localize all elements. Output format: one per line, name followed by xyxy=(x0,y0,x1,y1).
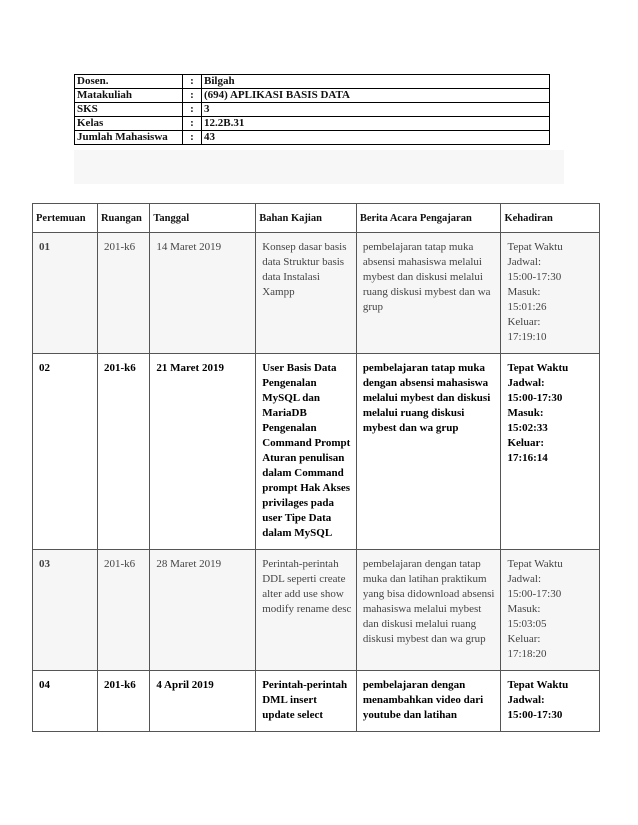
header-kehadiran: Kehadiran xyxy=(501,204,600,233)
cell-berita-acara: pembelajaran tatap muka absensi mahasiswa melalui mybest dan diskusi melalui ruang diskusi mybest dan wa grup xyxy=(356,233,501,354)
cell-pertemuan: 01 xyxy=(33,233,98,354)
cell-berita-acara: pembelajaran dengan tatap muka dan latihan praktikum yang bisa didownload absensi mahasiswa melalui mybest dan diskusi melalui ruang diskusi mybest dan wa grup xyxy=(356,550,501,671)
cell-ruangan: 201-k6 xyxy=(97,550,149,671)
kehadiran-line: 17:18:20 xyxy=(507,648,547,660)
cell-ruangan: 201-k6 xyxy=(97,354,149,550)
cell-bahan-kajian: Perintah-perintah DDL seperti create alter add use show modify rename desc xyxy=(256,550,357,671)
course-info-table xyxy=(74,74,550,145)
info-row-kelas xyxy=(75,117,550,131)
kehadiran-line: Keluar: xyxy=(507,316,541,328)
kehadiran-line: 15:00-17:30 xyxy=(507,392,563,404)
kehadiran-line: Masuk: xyxy=(507,603,541,615)
header-bahan-kajian: Bahan Kajian xyxy=(256,204,357,233)
kehadiran-line: Masuk: xyxy=(507,286,541,298)
cell-pertemuan: 04 xyxy=(33,671,98,732)
cell-bahan-kajian: Konsep dasar basis data Struktur basis data Instalasi Xampp xyxy=(256,233,357,354)
kehadiran-line: 17:19:10 xyxy=(507,331,547,343)
cell-pertemuan: 03 xyxy=(33,550,98,671)
cell-bahan-kajian: Perintah-perintah DML insert update select xyxy=(256,671,357,732)
info-separator: : xyxy=(183,117,202,131)
cell-kehadiran xyxy=(501,550,600,671)
kehadiran-line: 15:00-17:30 xyxy=(507,271,562,283)
kehadiran-line: Tepat Waktu xyxy=(507,679,569,691)
kehadiran-line: Jadwal: xyxy=(507,573,542,585)
info-separator: : xyxy=(183,131,202,145)
table-row xyxy=(33,550,600,671)
cell-ruangan: 201-k6 xyxy=(97,233,149,354)
info-value: 43 xyxy=(202,131,550,145)
info-label: Dosen. xyxy=(75,75,183,89)
kehadiran-line: Masuk: xyxy=(507,407,544,419)
kehadiran-line: 15:00-17:30 xyxy=(507,588,562,600)
kehadiran-line: Jadwal: xyxy=(507,694,545,706)
kehadiran-line: 15:03:05 xyxy=(507,618,547,630)
kehadiran-line: Tepat Waktu xyxy=(507,241,563,253)
cell-berita-acara: pembelajaran tatap muka dengan absensi mahasiswa melalui mybest dan diskusi melalui ruang diskusi mybest dan wa grup xyxy=(356,354,501,550)
kehadiran-line: Tepat Waktu xyxy=(507,362,569,374)
cell-tanggal: 28 Maret 2019 xyxy=(150,550,256,671)
table-header-row xyxy=(33,204,600,233)
info-row-jumlah-mahasiswa xyxy=(75,131,550,145)
info-value: 12.2B.31 xyxy=(202,117,550,131)
info-separator: : xyxy=(183,89,202,103)
cell-berita-acara: pembelajaran dengan menambahkan video dari youtube dan latihan xyxy=(356,671,501,732)
cell-kehadiran xyxy=(501,354,600,550)
info-label: Kelas xyxy=(75,117,183,131)
cell-kehadiran xyxy=(501,233,600,354)
header-pertemuan: Pertemuan xyxy=(33,204,98,233)
info-row-sks xyxy=(75,103,550,117)
info-label: SKS xyxy=(75,103,183,117)
table-row xyxy=(33,671,600,732)
cell-kehadiran xyxy=(501,671,600,732)
table-row xyxy=(33,233,600,354)
info-value: (694) APLIKASI BASIS DATA xyxy=(202,89,550,103)
cell-pertemuan: 02 xyxy=(33,354,98,550)
info-separator: : xyxy=(183,75,202,89)
cell-bahan-kajian: User Basis Data Pengenalan MySQL dan MariaDB Pengenalan Command Prompt Aturan penulisan dalam Command prompt Hak Akses privilages pada user Tipe Data dalam MySQL xyxy=(256,354,357,550)
info-separator: : xyxy=(183,103,202,117)
table-row xyxy=(33,354,600,550)
header-berita-acara: Berita Acara Pengajaran xyxy=(356,204,501,233)
info-value: Bilgah xyxy=(202,75,550,89)
info-label: Jumlah Mahasiswa xyxy=(75,131,183,145)
cell-tanggal: 21 Maret 2019 xyxy=(150,354,256,550)
kehadiran-line: 17:16:14 xyxy=(507,452,548,464)
info-label: Matakuliah xyxy=(75,89,183,103)
kehadiran-line: 15:01:26 xyxy=(507,301,547,313)
cell-ruangan: 201-k6 xyxy=(97,671,149,732)
cell-tanggal: 14 Maret 2019 xyxy=(150,233,256,354)
cell-tanggal: 4 April 2019 xyxy=(150,671,256,732)
kehadiran-line: Jadwal: xyxy=(507,256,542,268)
kehadiran-line: Jadwal: xyxy=(507,377,545,389)
kehadiran-line: Keluar: xyxy=(507,633,541,645)
header-ruangan: Ruangan xyxy=(97,204,149,233)
info-row-matakuliah xyxy=(75,89,550,103)
info-value: 3 xyxy=(202,103,550,117)
kehadiran-line: 15:02:33 xyxy=(507,422,548,434)
shaded-spacer xyxy=(74,150,564,184)
info-row-dosen xyxy=(75,75,550,89)
kehadiran-line: Tepat Waktu xyxy=(507,558,563,570)
kehadiran-line: 15:00-17:30 xyxy=(507,709,563,721)
header-tanggal: Tanggal xyxy=(150,204,256,233)
attendance-table xyxy=(32,203,600,732)
kehadiran-line: Keluar: xyxy=(507,437,545,449)
